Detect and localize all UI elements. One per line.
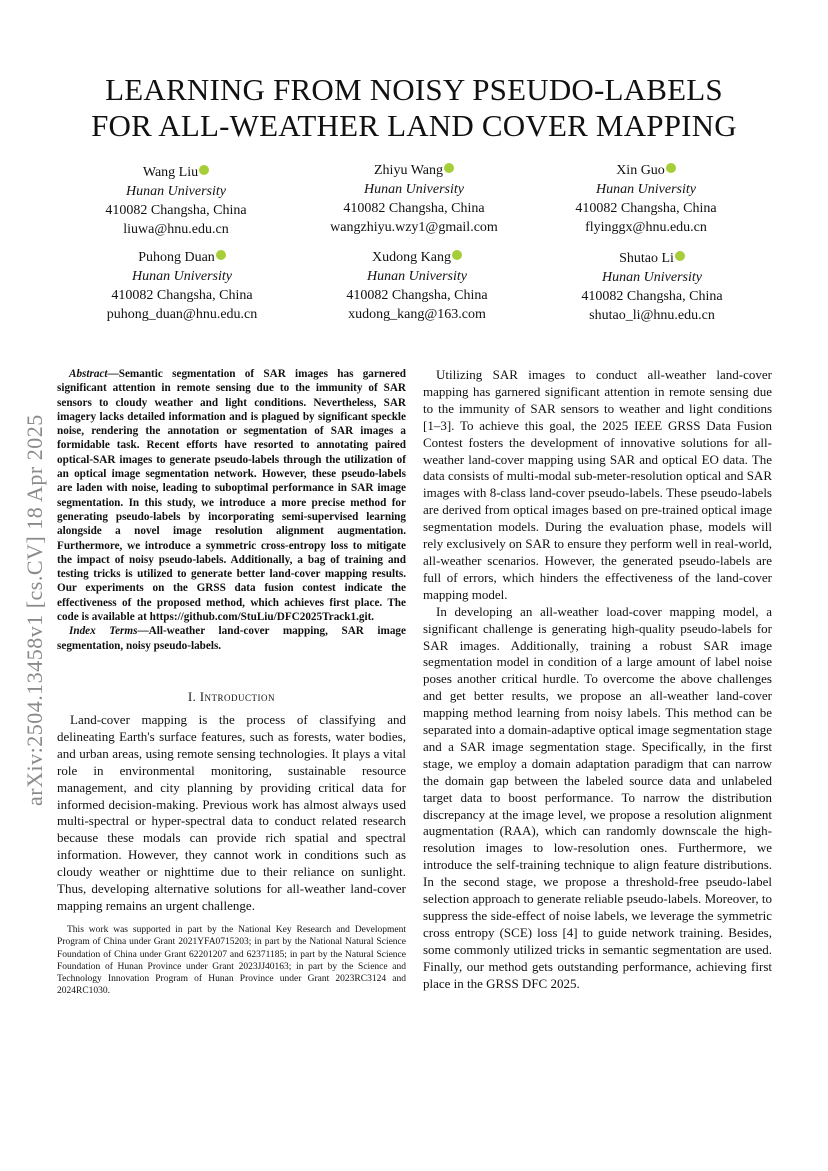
orcid-icon[interactable] bbox=[216, 250, 226, 260]
footnote-text: This work was supported in part by the National Key Research and Development Program of China under Grant 2021YFA0715203; in part by the National Natural Science Foundation of China under Grant 62201207 and 62371185; in part by the Natural Science Foundation of Hunan Province under Grant 2023JJ40163; in part by the Science and Technology Innovation Program of Hunan Province under Grant 2023RC3124 and 2024RC1030. bbox=[57, 925, 406, 997]
abstract-label: Abstract bbox=[69, 368, 108, 380]
right-paragraph-1: Utilizing SAR images to conduct all-weather land-cover mapping has garnered significant attention in remote sensing due to the immunity of SAR sensors to weather and light conditions [1–3]. To achieve this goal, the 2025 IEEE GRSS Data Fusion Contest fosters the development of innovative solutions for all-weather land-cover mapping using SAR and optical EO data. The data consists of multi-modal sub-meter-resolution optical and SAR images with 8-class land-cover pseudo-labels. These pseudo-labels are derived from optical images based on pre-trained optical image segmentation models. During the evaluation phase, models will rely exclusively on SAR to ensure they perform well in real-world, all-weather scenarios. However, the generated pseudo-labels are full of errors, which hinders the effectiveness of the land-cover mapping model. bbox=[423, 367, 772, 602]
author-address: 410082 Changsha, China bbox=[575, 201, 717, 216]
author-name: Puhong Duan bbox=[138, 250, 215, 265]
right-column bbox=[423, 367, 772, 993]
index-terms-text: —All-weather land-cover mapping, SAR image segmentation, noisy pseudo-labels. bbox=[57, 625, 406, 652]
abstract-text: —Semantic segmentation of SAR images has garnered significant attention in remote sensing due to the immunity of SAR sensors to cloudy weather and light conditions. Nevertheless, SAR imagery lacks detailed information and is plagued by significant speckle noise, rendering the annotation or segmentation of SAR images a formidable task. Recent efforts have resorted to annotating paired optical-SAR images to generate pseudo-labels through the utilization of an optical image segmentation network. However, these pseudo-labels are laden with noise, leading to suboptimal performance in SAR image segmentation. In this study, we introduce a more precise method for generating pseudo-labels by incorporating semi-supervised learning alongside a novel image resolution alignment augmentation. Furthermore, we introduce a symmetric cross-entropy loss to mitigate the impact of noisy pseudo-labels. Additionally, a bag of training and testing tricks is utilized to generate better land-cover mapping results. Our experiments on the GRSS data fusion contest indicate the effectiveness of the proposed method, which achieves first place. The code is available at https://github.com/StuLiu/DFC2025Track1.git. bbox=[57, 368, 406, 624]
orcid-icon[interactable] bbox=[666, 163, 676, 173]
author-institution: Hunan University bbox=[596, 182, 696, 197]
author-institution: Hunan University bbox=[367, 269, 467, 284]
author-institution: Hunan University bbox=[132, 269, 232, 284]
intro-paragraph: Land-cover mapping is the process of classifying and delineating Earth's surface features, such as forests, water bodies, and urban areas, using remote sensing technologies. It plays a vital role in environmental monitoring, sustainable resource management, and city planning by providing critical data for informed decision-making. Previous work has almost always used multi-spectral or hyper-spectral data to conduct related research because these modals can provide rich spatial and spectral information. However, they cannot work in conditions such as cloudy weather or nighttime due to their reliance on sunlight. Thus, developing alternative solutions for all-weather land-cover mapping remains an urgent challenge. bbox=[57, 712, 406, 913]
author-block bbox=[289, 161, 539, 237]
author-name: Xudong Kang bbox=[372, 250, 451, 265]
author-address: 410082 Changsha, China bbox=[346, 288, 488, 303]
author-address: 410082 Changsha, China bbox=[581, 289, 723, 304]
index-terms-label: Index Terms bbox=[69, 625, 138, 638]
funding-footnote bbox=[57, 924, 406, 998]
paper-title bbox=[50, 72, 778, 144]
author-institution: Hunan University bbox=[364, 182, 464, 197]
author-email: puhong_duan@hnu.edu.cn bbox=[106, 307, 258, 322]
author-name: Shutao Li bbox=[619, 251, 674, 266]
orcid-icon[interactable] bbox=[452, 250, 462, 260]
section-number: I. bbox=[187, 690, 197, 704]
author-block bbox=[527, 249, 777, 325]
author-block bbox=[292, 248, 542, 324]
abstract bbox=[57, 367, 406, 653]
author-email: xudong_kang@163.com bbox=[348, 307, 486, 322]
author-email: liuwa@hnu.edu.cn bbox=[123, 222, 229, 237]
orcid-icon[interactable] bbox=[199, 165, 209, 175]
author-block bbox=[521, 161, 771, 237]
right-paragraph-2: In developing an all-weather load-cover mapping model, a significant challenge is generating high-quality pseudo-labels for SAR images. Additionally, training a robust SAR image segmentation model in condition of a large amount of label noise poses another critical hurdle. To overcome the above challenges and get better results, we propose an all-weather land-cover mapping method learning from noisy labels. This method can be separated into a domain-adaptive optical image segmentation stage and a SAR image segmentation stage. Specifically, in the first stage, we employ a domain adaptation paradigm that can narrow the domain gap between the labeled source data and unlabeled target data to boost performance. To narrow the distribution discrepancy at the image level, we propose a resolution alignment augmentation (RAA), which can randomly downscale the high-resolution images to low-resolution ones. Furthermore, we introduce the self-training technique to align feature distributions. In the second stage, we propose a threshold-free pseudo-label selection approach to generate reliable pseudo-labels. Moreover, to suppress the side-effect of noise labels, we leverage the symmetric cross entropy (SCE) loss [4] to guide network training. Besides, some commonly utilized tricks in semantic segmentation are used. Finally, our method gets outstanding performance, achieving first place in the GRSS DFC 2025. bbox=[423, 603, 772, 991]
author-institution: Hunan University bbox=[602, 270, 702, 285]
orcid-icon[interactable] bbox=[675, 251, 685, 261]
author-name: Xin Guo bbox=[616, 163, 665, 178]
orcid-icon[interactable] bbox=[444, 163, 454, 173]
author-block bbox=[57, 248, 307, 324]
section-title: Introduction bbox=[199, 690, 276, 704]
author-block bbox=[51, 163, 301, 239]
title-line-1: LEARNING FROM NOISY PSEUDO-LABELS bbox=[105, 72, 723, 107]
author-name: Zhiyu Wang bbox=[374, 163, 443, 178]
section-heading-introduction bbox=[57, 690, 406, 705]
author-institution: Hunan University bbox=[126, 184, 226, 199]
author-email: wangzhiyu.wzy1@gmail.com bbox=[330, 220, 498, 235]
author-email: flyinggx@hnu.edu.cn bbox=[585, 220, 707, 235]
author-address: 410082 Changsha, China bbox=[105, 203, 247, 218]
title-line-2: FOR ALL-WEATHER LAND COVER MAPPING bbox=[91, 108, 737, 143]
intro-left-column bbox=[57, 712, 406, 915]
arxiv-identifier: arXiv:2504.13458v1 [cs.CV] 18 Apr 2025 bbox=[22, 414, 47, 806]
author-name: Wang Liu bbox=[142, 165, 199, 180]
author-address: 410082 Changsha, China bbox=[343, 201, 485, 216]
author-address: 410082 Changsha, China bbox=[111, 288, 253, 303]
author-email: shutao_li@hnu.edu.cn bbox=[589, 308, 715, 323]
